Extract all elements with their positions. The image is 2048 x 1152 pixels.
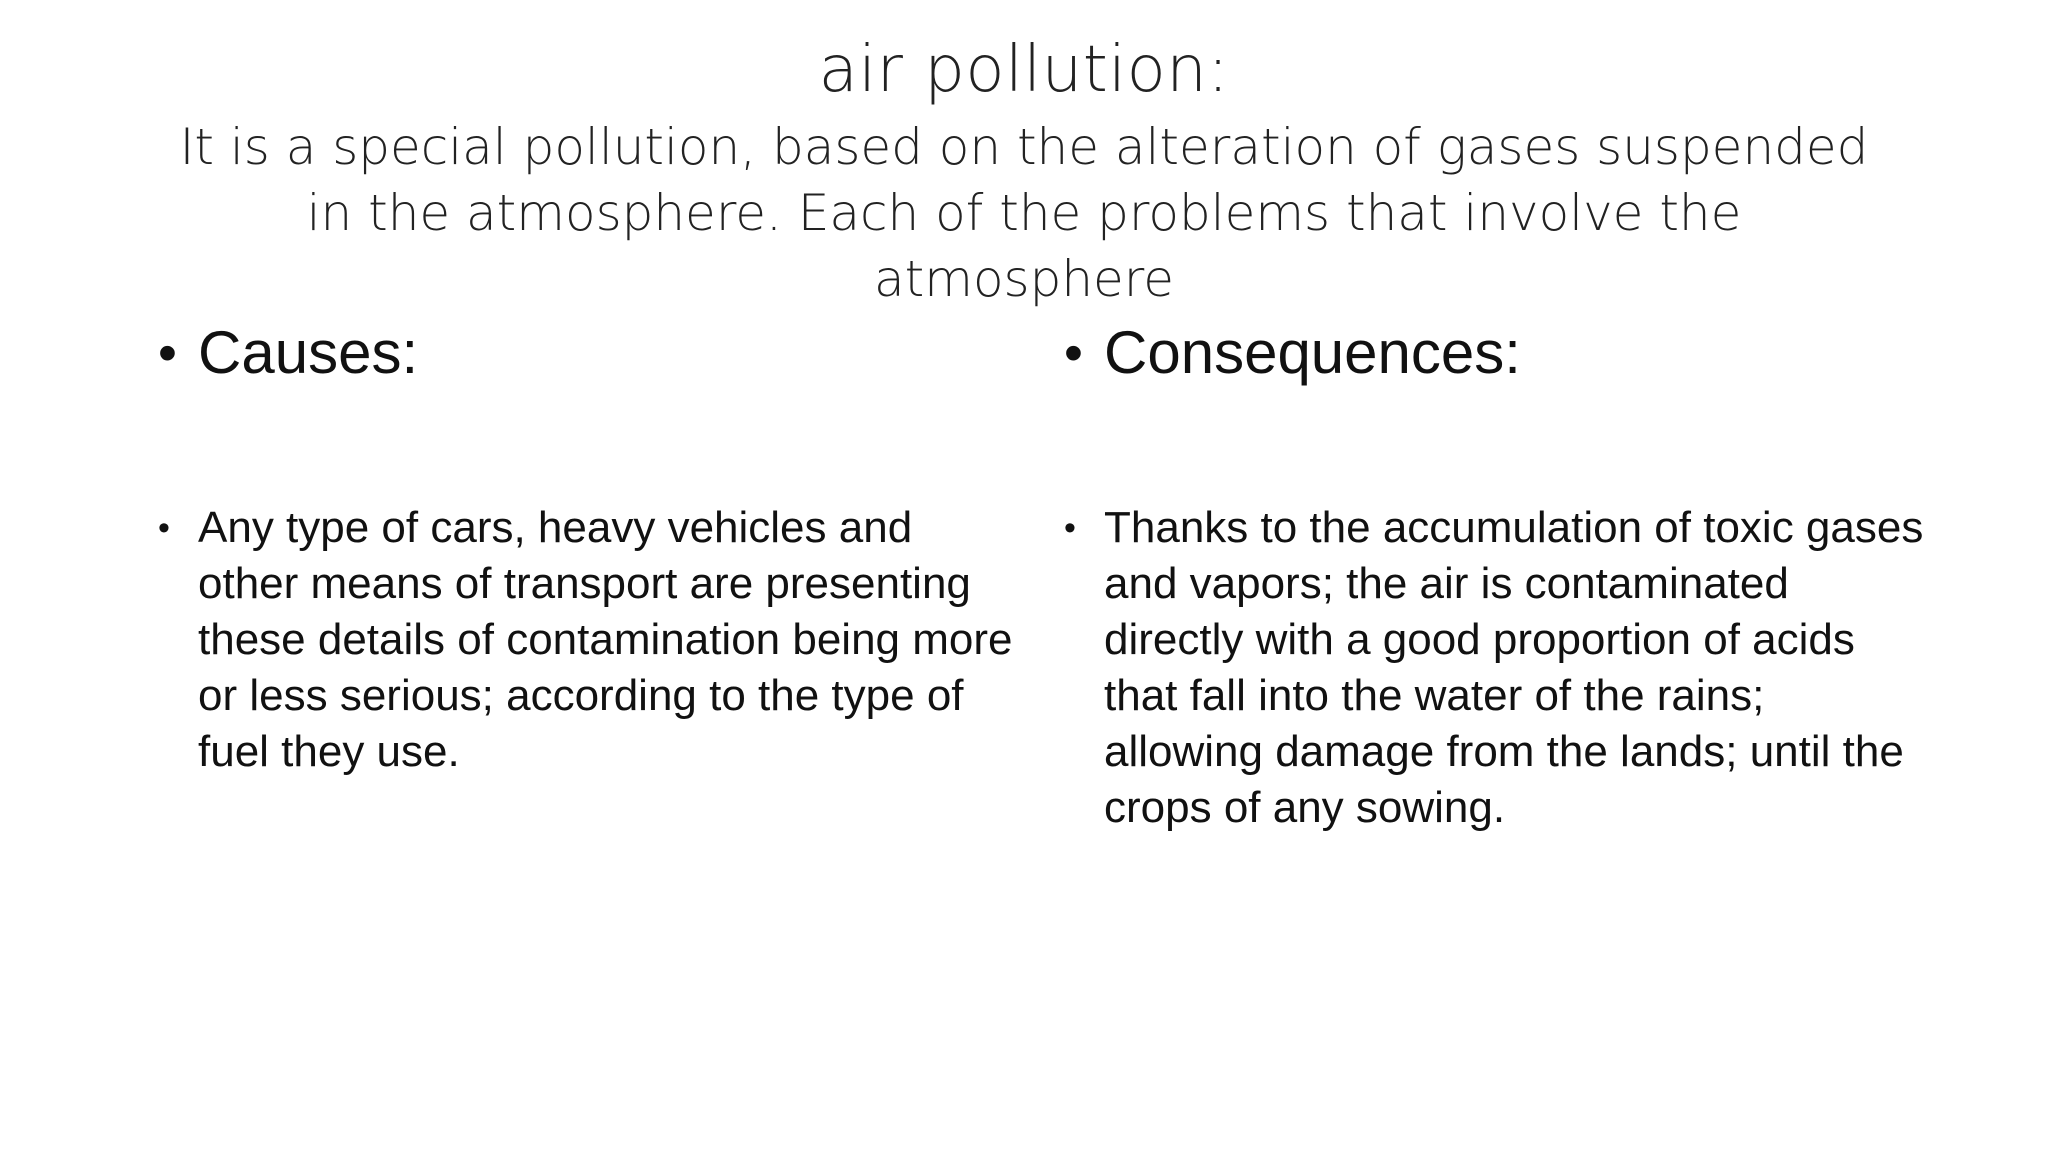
causes-heading-row [158, 318, 1028, 408]
consequences-list-item [1064, 500, 1934, 836]
causes-heading: Causes: [198, 319, 419, 386]
consequences-heading: Consequences: [1104, 319, 1521, 386]
consequences-column [1064, 318, 1934, 836]
slide-subtitle: It is a special pollution, based on the alteration of gases suspended in the atmosphere. Each of the problems that involve the atmosphere [179, 118, 1869, 308]
consequences-text: Thanks to the accumulation of toxic gases and vapors; the air is contaminated directly with a good proportion of acids that fall into the water of the rains; allowing damage from the lands; until the crops of any sowing. [1104, 503, 1924, 832]
causes-text: Any type of cars, heavy vehicles and other means of transport are presenting these details of contamination being more or less serious; according to the type of fuel they use. [198, 503, 1013, 776]
bullet-icon: • [1064, 509, 1076, 547]
bullet-icon: • [1064, 323, 1083, 383]
bullet-icon: • [158, 323, 177, 383]
slide-title: air pollution: [818, 33, 1230, 107]
causes-list-item [158, 500, 1028, 780]
title-block [150, 30, 1898, 312]
bullet-icon: • [158, 509, 170, 547]
causes-column [158, 318, 1028, 780]
consequences-heading-row [1064, 318, 1934, 408]
